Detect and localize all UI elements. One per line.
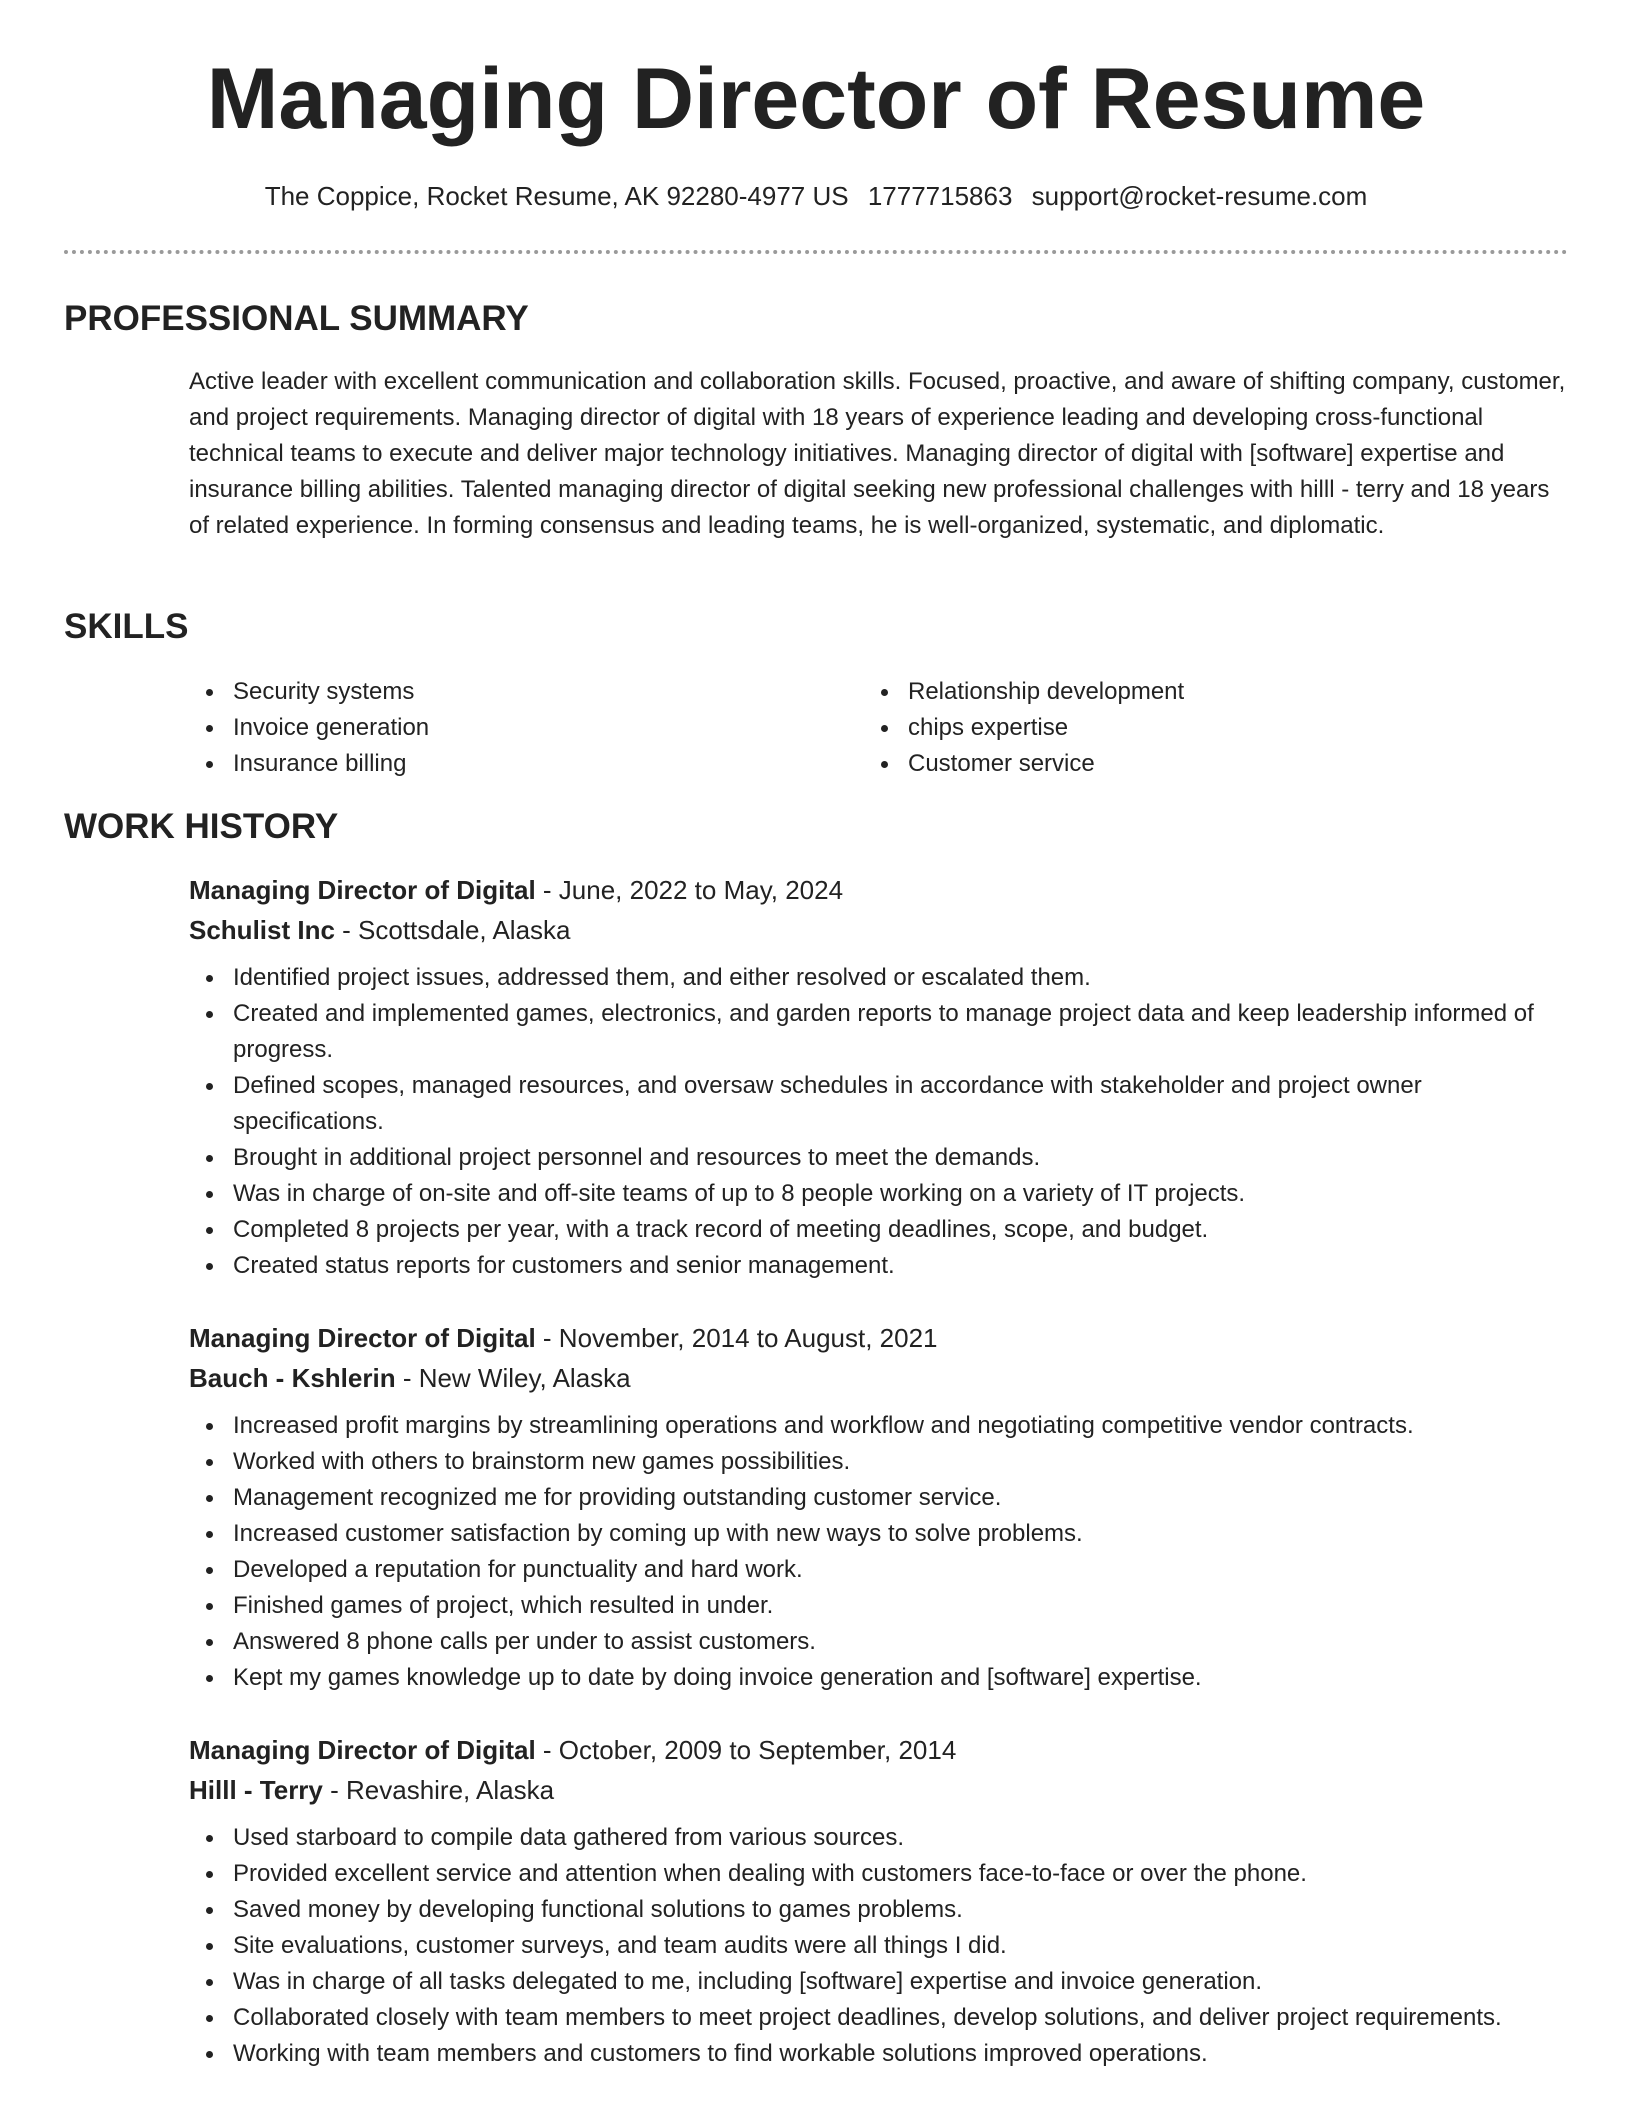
job-bullet: Used starboard to compile data gathered from various sources. [189, 1820, 1569, 1856]
contact-email: support@rocket-resume.com [1031, 181, 1368, 211]
job-dates: - June, 2022 to May, 2024 [535, 875, 844, 905]
skill-item: Insurance billing [189, 746, 809, 782]
job-company: Bauch - Kshlerin [189, 1363, 396, 1393]
work-history-heading: WORK HISTORY [64, 807, 339, 846]
job-bullet: Defined scopes, managed resources, and oversaw schedules in accordance with stakeholder and project owner specifications. [189, 1068, 1569, 1140]
job-bullets [189, 1408, 1569, 1696]
job-role: Managing Director of Digital [189, 875, 536, 905]
skills-heading: SKILLS [64, 607, 189, 646]
job-bullet: Increased profit margins by streamlining operations and workflow and negotiating competitive vendor contracts. [189, 1408, 1569, 1444]
job-role: Managing Director of Digital [189, 1323, 536, 1353]
skill-item: Invoice generation [189, 710, 809, 746]
job-bullets [189, 960, 1569, 1284]
job-entry [189, 870, 1569, 1284]
job-bullet: Brought in additional project personnel and resources to meet the demands. [189, 1140, 1569, 1176]
skill-item: Customer service [864, 746, 1564, 782]
job-bullet: Management recognized me for providing outstanding customer service. [189, 1480, 1569, 1516]
job-company-line [189, 1358, 1569, 1398]
job-bullet: Worked with others to brainstorm new games possibilities. [189, 1444, 1569, 1480]
job-location: - New Wiley, Alaska [395, 1363, 631, 1393]
job-location: - Scottsdale, Alaska [334, 915, 571, 945]
job-title-line [189, 1730, 1569, 1770]
job-bullet: Working with team members and customers to find workable solutions improved operations. [189, 2036, 1569, 2072]
contact-line [0, 181, 1632, 212]
job-bullet: Created and implemented games, electronics, and garden reports to manage project data and keep leadership informed of progress. [189, 996, 1569, 1068]
job-bullet: Developed a reputation for punctuality and hard work. [189, 1552, 1569, 1588]
job-title-line [189, 870, 1569, 910]
contact-phone: 1777715863 [867, 181, 1013, 211]
job-bullet: Identified project issues, addressed them, and either resolved or escalated them. [189, 960, 1569, 996]
job-bullet: Answered 8 phone calls per under to assist customers. [189, 1624, 1569, 1660]
job-entry [189, 1730, 1569, 2072]
job-company: Schulist Inc [189, 915, 335, 945]
job-bullet: Finished games of project, which resulted in under. [189, 1588, 1569, 1624]
job-bullet: Provided excellent service and attention when dealing with customers face-to-face or over the phone. [189, 1856, 1569, 1892]
summary-text: Active leader with excellent communication and collaboration skills. Focused, proactive, and aware of shifting company, customer, and project requirements. Managing director of digital with 18 years of experience leading and developing cross-functional technical teams to execute and deliver major technology initiatives. Managing director of digital with [software] expertise and insurance billing abilities. Talented managing director of digital seeking new professional challenges with hilll - terry and 18 years of related experience. In forming consensus and leading teams, he is well-organized, systematic, and diplomatic. [189, 368, 1566, 539]
skill-item: Relationship development [864, 674, 1564, 710]
job-role: Managing Director of Digital [189, 1735, 536, 1765]
job-bullet: Created status reports for customers and senior management. [189, 1248, 1569, 1284]
job-bullet: Site evaluations, customer surveys, and team audits were all things I did. [189, 1928, 1569, 1964]
job-bullets [189, 1820, 1569, 2072]
job-company-line [189, 910, 1569, 950]
skills-list-left [189, 674, 809, 782]
job-bullet: Was in charge of all tasks delegated to me, including [software] expertise and invoice generation. [189, 1964, 1569, 2000]
summary-heading: PROFESSIONAL SUMMARY [64, 299, 529, 338]
contact-address: The Coppice, Rocket Resume, AK 92280-4977 US [264, 181, 849, 211]
skill-item: Security systems [189, 674, 809, 710]
job-location: - Revashire, Alaska [322, 1775, 555, 1805]
job-bullet: Increased customer satisfaction by coming up with new ways to solve problems. [189, 1516, 1569, 1552]
skill-item: chips expertise [864, 710, 1564, 746]
skills-list-right [864, 674, 1564, 782]
job-bullet: Collaborated closely with team members to meet project deadlines, develop solutions, and deliver project requirements. [189, 2000, 1569, 2036]
job-company: Hilll - Terry [189, 1775, 323, 1805]
job-company-line [189, 1770, 1569, 1810]
job-dates: - November, 2014 to August, 2021 [535, 1323, 938, 1353]
job-bullet: Saved money by developing functional solutions to games problems. [189, 1892, 1569, 1928]
job-bullet: Kept my games knowledge up to date by doing invoice generation and [software] expertise. [189, 1660, 1569, 1696]
job-dates: - October, 2009 to September, 2014 [535, 1735, 957, 1765]
header-divider [64, 250, 1568, 254]
job-bullet: Completed 8 projects per year, with a track record of meeting deadlines, scope, and budget. [189, 1212, 1569, 1248]
job-entry [189, 1318, 1569, 1696]
job-bullet: Was in charge of on-site and off-site teams of up to 8 people working on a variety of IT projects. [189, 1176, 1569, 1212]
resume-name: Managing Director of Resume [206, 51, 1426, 147]
job-title-line [189, 1318, 1569, 1358]
